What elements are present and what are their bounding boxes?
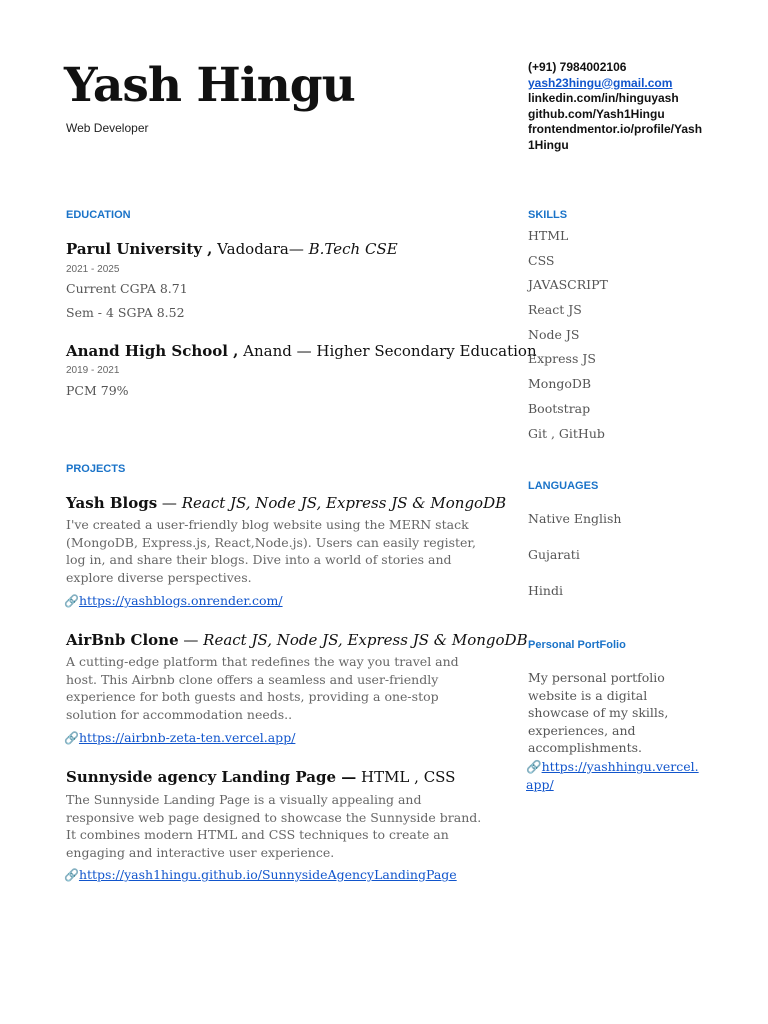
portfolio-description: My personal portfolio website is a digital showcase of my skills, experiences, and accomplishments. [528, 670, 669, 756]
project-link-row [64, 593, 283, 608]
github-url: github.com/Yash1Hingu [528, 106, 665, 121]
project-link[interactable]: https://airbnb-zeta-ten.vercel.app/ [78, 730, 296, 745]
skill-item: HTML [528, 228, 569, 243]
link-chain-icon: 🔗 [526, 759, 542, 774]
education-entry-parul [66, 240, 398, 258]
skills-heading: SKILLS [528, 209, 568, 221]
skill-item: Bootstrap [528, 400, 591, 416]
skill-item: React JS [528, 302, 582, 318]
project-description: The Sunnyside Landing Page is a visually appealing and responsive web page designed to showcase the Sunnyside brand. It combines modern HTML and CSS techniques to create an engaging and interactive user experience. [66, 792, 482, 860]
contact-block [528, 60, 708, 154]
portfolio-heading: Personal PortFolio [528, 639, 626, 651]
skill-item: Express JS [528, 351, 596, 367]
project-description: A cutting-edge platform that redefines the way you travel and host. This Airbnb clone offers a seamless and user-friendly experience for both guests and hosts, providing a one-stop solution for accommodation needs.. [66, 654, 459, 722]
link-chain-icon: 🔗 [64, 731, 79, 745]
project-stack: HTML , CSS [356, 768, 456, 786]
language-item: Hindi [528, 583, 563, 598]
portfolio-link-row [526, 758, 706, 793]
skill-item: CSS [528, 252, 555, 268]
project-title-sunnyside [66, 768, 455, 786]
education-dates: 2019 - 2021 [66, 365, 120, 376]
link-chain-icon: 🔗 [64, 868, 79, 882]
project-name: Yash Blogs [66, 494, 158, 512]
portfolio-link[interactable]: https://yashhingu.vercel.app/ [526, 759, 699, 792]
email-link[interactable]: yash23hingu@gmail.com [528, 75, 673, 90]
frontendmentor-url: frontendmentor.io/profile/Yash1Hingu [528, 122, 703, 152]
title-separator: — [157, 494, 182, 512]
education-detail: Sem - 4 SGPA 8.52 [66, 305, 185, 320]
language-item: Gujarati [528, 547, 580, 562]
project-title-yash-blogs [66, 494, 506, 512]
skill-item: Git , GitHub [528, 425, 605, 441]
link-chain-icon: 🔗 [64, 594, 79, 608]
education-dates: 2021 - 2025 [66, 264, 120, 275]
language-item: Native English [528, 511, 622, 526]
languages-heading: LANGUAGES [528, 480, 599, 492]
candidate-name: Yash Hingu [64, 58, 355, 113]
degree: B.Tech CSE [303, 240, 398, 258]
project-name: Sunnyside agency Landing Page — [66, 768, 357, 786]
education-heading: EDUCATION [66, 209, 131, 221]
school-name: Parul University , [66, 240, 213, 258]
education-detail: PCM 79% [66, 383, 129, 398]
project-stack: React JS, Node JS, Express JS & MongoDB [203, 631, 528, 649]
education-entry-anand [66, 342, 537, 360]
project-title-airbnb [66, 631, 528, 649]
skill-item: JAVASCRIPT [528, 277, 608, 293]
project-link[interactable]: https://yash1hingu.github.io/SunnysideAgencyLandingPage [78, 867, 457, 882]
skills-list [528, 227, 608, 449]
school-name: Anand High School , [66, 342, 239, 360]
project-name: AirBnb Clone [66, 631, 179, 649]
project-link[interactable]: https://yashblogs.onrender.com/ [78, 593, 283, 608]
project-link-row [64, 867, 457, 882]
school-location: Vadodara— [212, 240, 304, 258]
skill-item: Node JS [528, 326, 580, 342]
title-separator: — [178, 631, 204, 649]
school-program: Anand — Higher Secondary Education [238, 342, 537, 360]
project-description: I've created a user-friendly blog website using the MERN stack (MongoDB, Express.js, React,Node.js). Users can easily register, log in, and share their blogs. Dive into a world of stories and explore diverse perspectives. [66, 517, 476, 585]
project-link-row [64, 730, 295, 745]
skill-item: MongoDB [528, 376, 592, 392]
candidate-role: Web Developer [66, 121, 149, 135]
project-stack: React JS, Node JS, Express JS & MongoDB [181, 494, 507, 512]
linkedin-url: linkedin.com/in/hinguyash [528, 91, 679, 106]
education-detail: Current CGPA 8.71 [66, 281, 188, 296]
phone-number: (+91) 7984002106 [528, 60, 627, 74]
projects-heading: PROJECTS [66, 463, 126, 475]
